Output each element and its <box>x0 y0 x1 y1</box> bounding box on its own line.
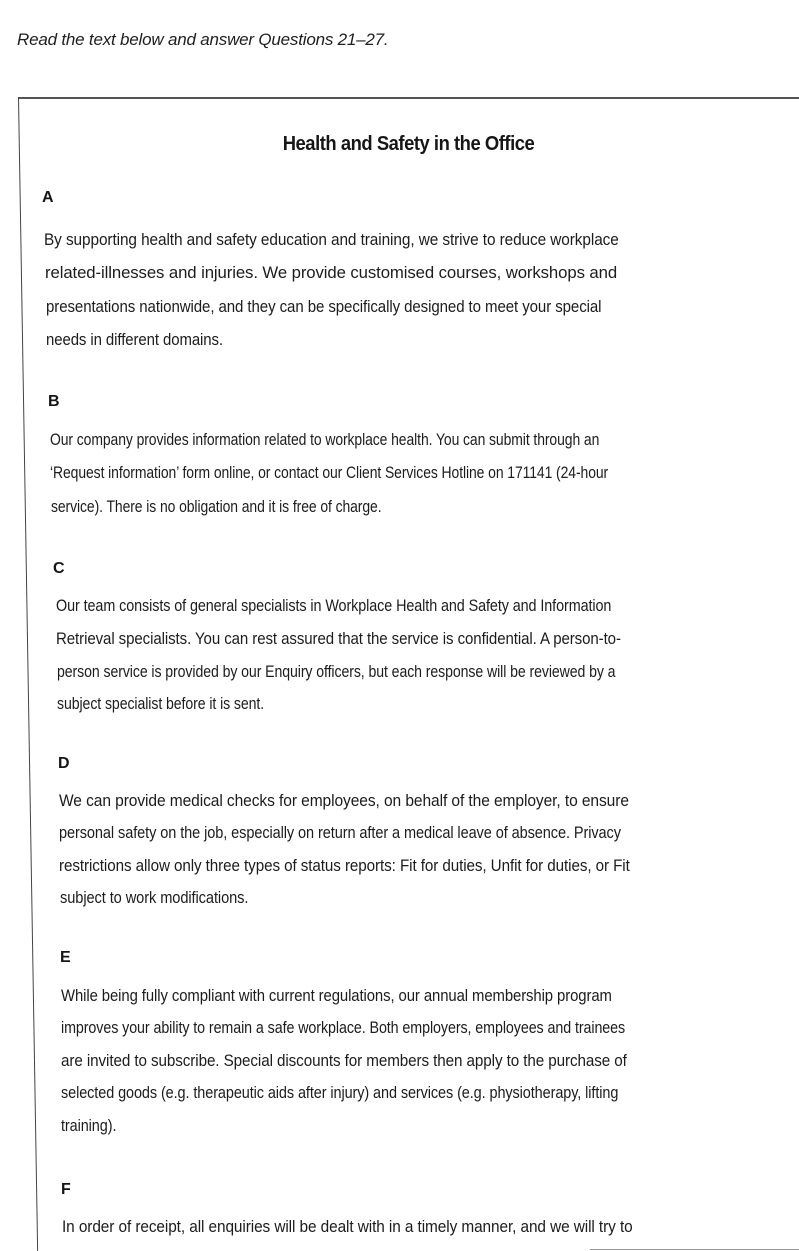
paragraph-line: In order of receipt, all enquiries will be dealt with in a timely manner, and we will try to <box>62 1217 633 1236</box>
paragraph-line: Retrieval specialists. You can rest assured that the service is confidential. A person-to- <box>56 629 621 648</box>
paragraph-line: related-illnesses and injuries. We provide customised courses, workshops and <box>45 263 618 282</box>
paragraph-line: While being fully compliant with current regulations, our annual membership program <box>61 986 612 1005</box>
instruction-text: Read the text below and answer Questions 21–27. <box>17 30 389 49</box>
paragraph-line: We can provide medical checks for employees, on behalf of the employer, to ensure <box>59 791 629 810</box>
paragraph-line: training). <box>61 1116 117 1135</box>
paragraph-line: restrictions allow only three types of status reports: Fit for duties, Unfit for duties, or Fit <box>59 856 630 875</box>
paragraph-line: By supporting health and safety education and training, we strive to reduce workplace <box>44 230 619 249</box>
section-letter: D <box>58 755 70 772</box>
paragraph-line: Our team consists of general specialists in Workplace Health and Safety and Information <box>56 596 612 615</box>
paragraph-line: improves your ability to remain a safe workplace. Both employers, employees and trainees <box>61 1018 626 1037</box>
section-letter: F <box>61 1181 71 1198</box>
paragraph-line: selected goods (e.g. therapeutic aids after injury) and services (e.g. physiotherapy, lifting <box>61 1083 619 1102</box>
section-letter: A <box>42 189 54 206</box>
paragraph-line: person service is provided by our Enquiry officers, but each response will be reviewed by a <box>57 662 616 681</box>
paragraph-line: subject to work modifications. <box>60 888 249 907</box>
paragraph-line: presentations nationwide, and they can be specifically designed to meet your special <box>46 297 602 316</box>
paragraph-line: ‘Request information’ form online, or contact our Client Services Hotline on 171141 (24-hour <box>50 463 609 482</box>
paragraph-line: Our company provides information related to workplace health. You can submit through an <box>50 430 600 449</box>
document-title: Health and Safety in the Office <box>282 133 535 155</box>
paragraph-line: subject specialist before it is sent. <box>57 694 265 713</box>
section-letter: C <box>53 560 65 577</box>
section-letter: B <box>48 393 60 410</box>
paragraph-line: are invited to subscribe. Special discounts for members then apply to the purchase of <box>61 1051 627 1070</box>
section-letter: E <box>60 949 71 966</box>
paragraph-line: service). There is no obligation and it is free of charge. <box>51 497 382 516</box>
paragraph-line: personal safety on the job, especially on return after a medical leave of absence. Privacy <box>59 823 621 842</box>
paragraph-line: needs in different domains. <box>46 330 223 349</box>
